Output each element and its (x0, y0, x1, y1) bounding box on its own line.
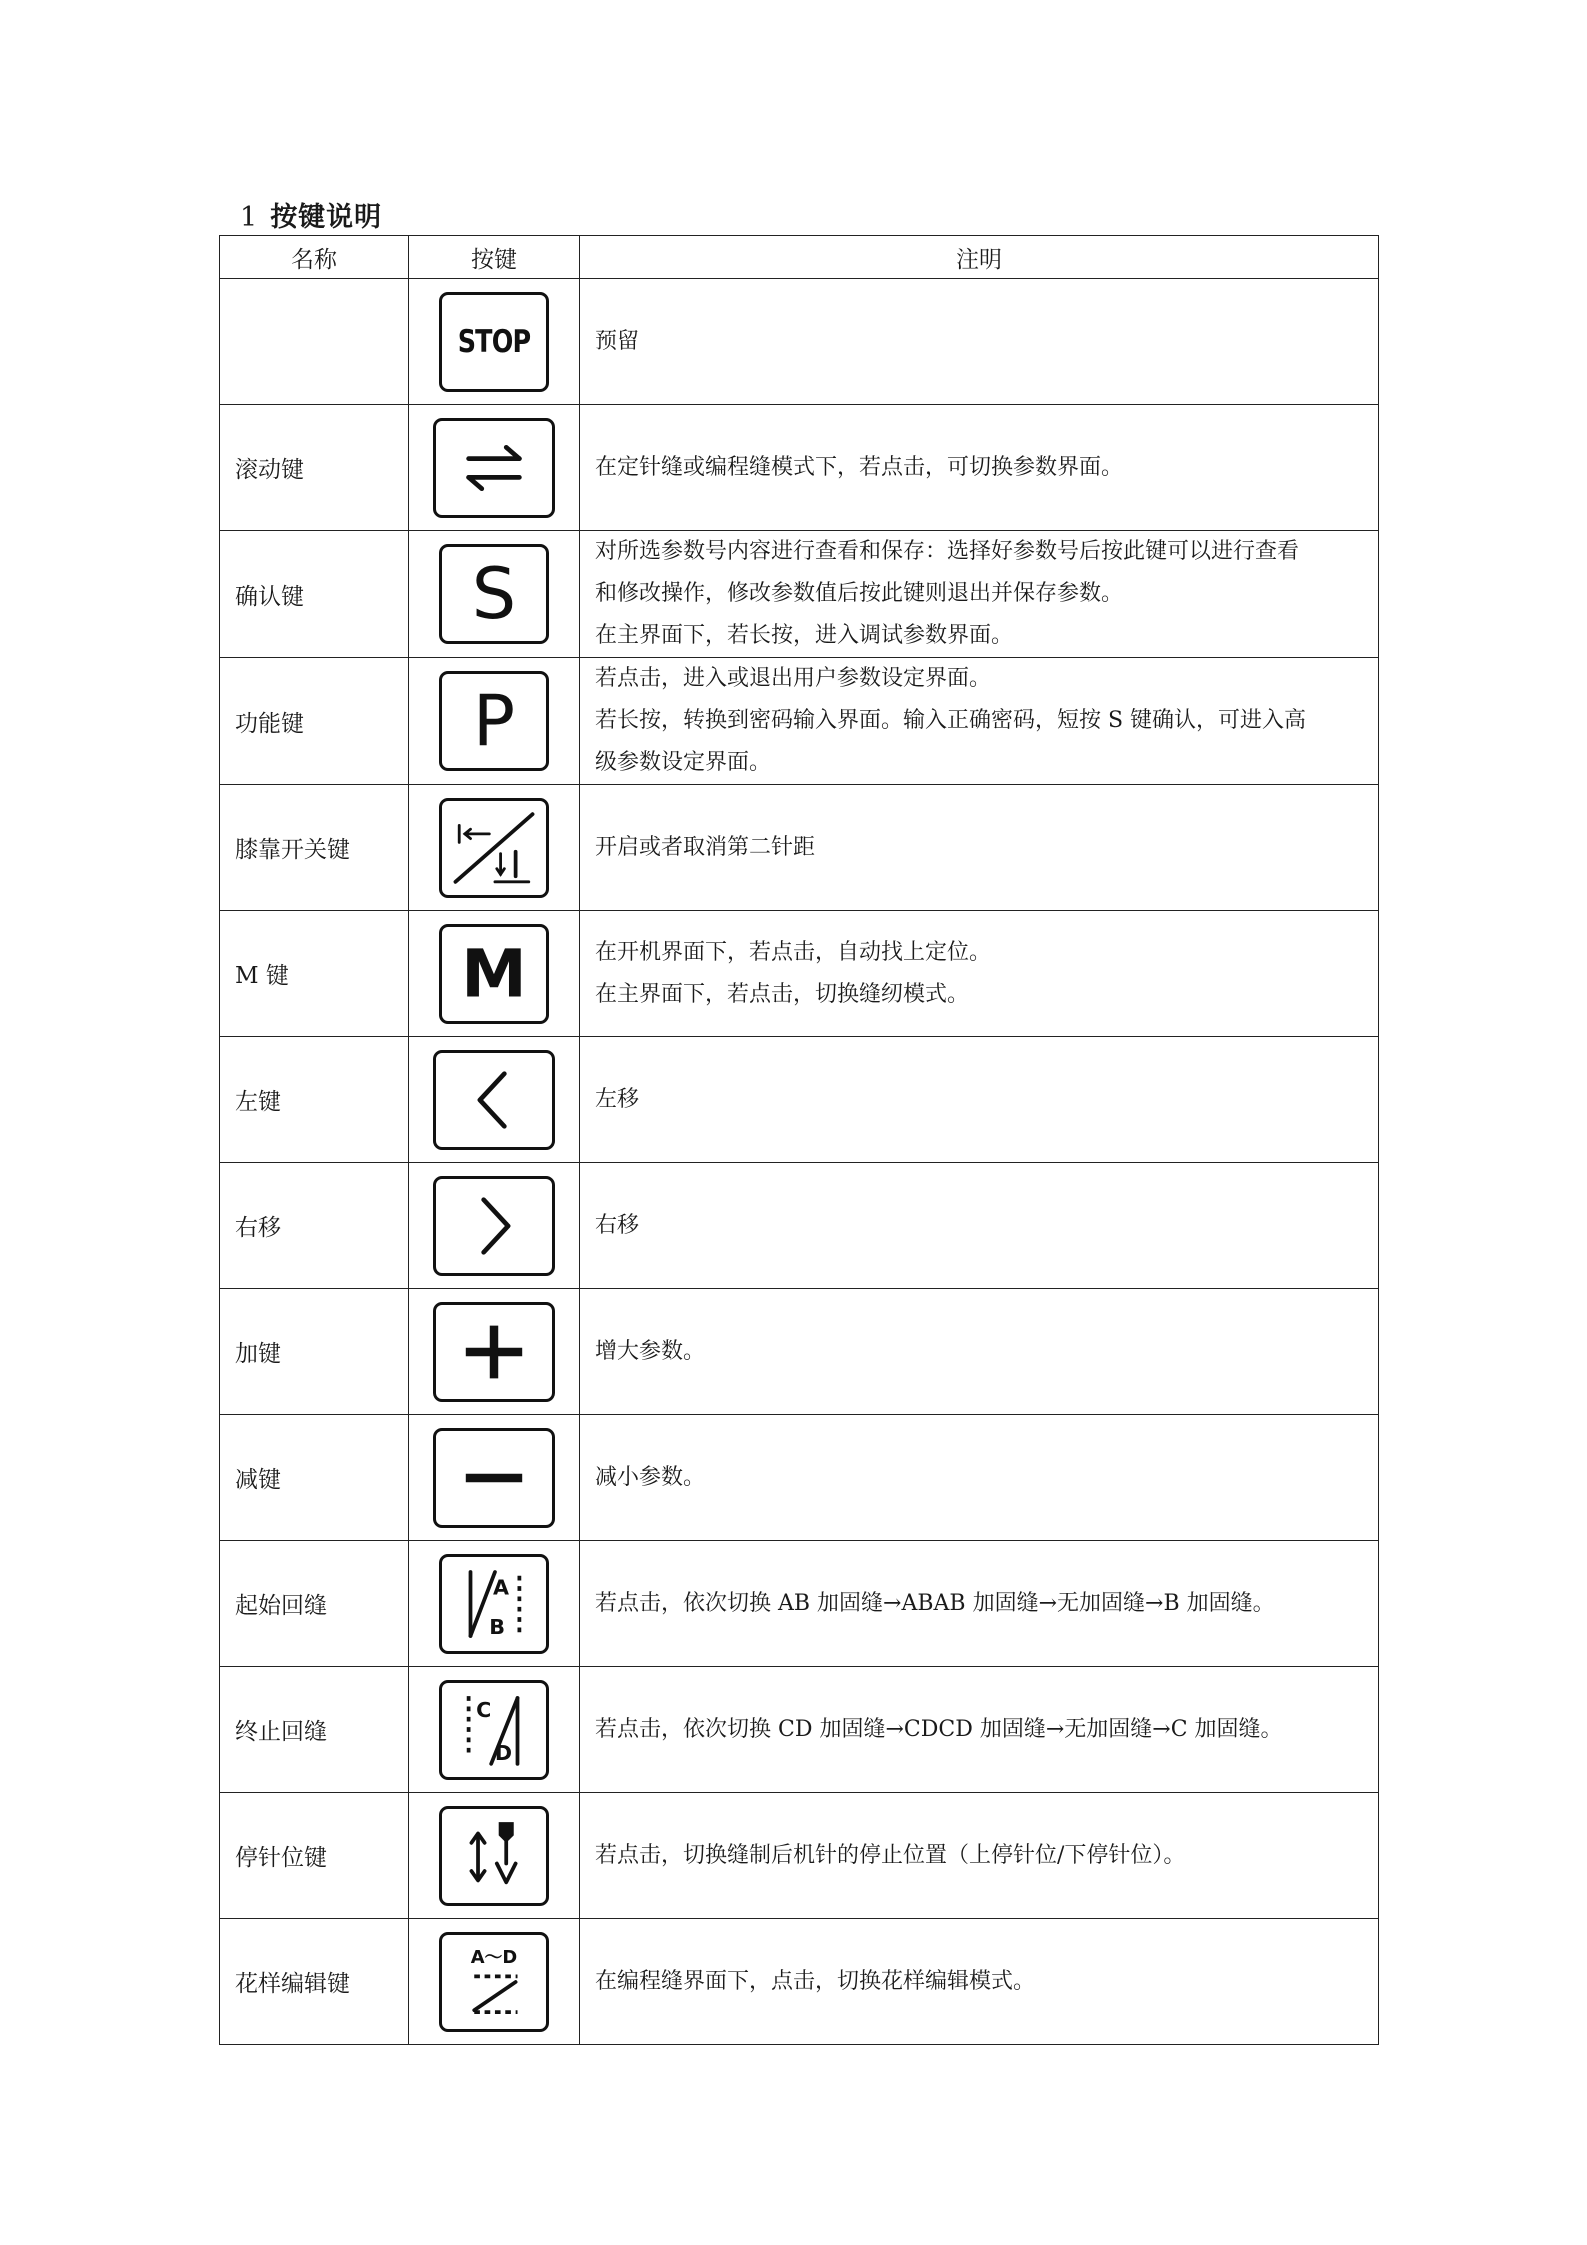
key-name: 花样编辑键 (220, 1919, 409, 2045)
stop-key-icon: STOP (439, 292, 549, 392)
table-row (220, 1163, 1379, 1289)
minus-icon (433, 1428, 555, 1528)
plus-icon (433, 1302, 555, 1402)
key-desc: 若点击，切换缝制后机针的停止位置（上停针位/下停针位）。 (580, 1793, 1379, 1919)
table-row (220, 1919, 1379, 2045)
key-name: 左键 (220, 1037, 409, 1163)
key-desc: 预留 (580, 279, 1379, 405)
key-name: M 键 (220, 911, 409, 1037)
key-name: 起始回缝 (220, 1541, 409, 1667)
key-desc: 右移 (580, 1163, 1379, 1289)
scroll-arrows-icon (433, 418, 555, 518)
table-row (220, 1667, 1379, 1793)
key-name: 确认键 (220, 531, 409, 658)
key-desc: 左移 (580, 1037, 1379, 1163)
table-row (220, 1541, 1379, 1667)
header-note: 注明 (580, 236, 1379, 279)
end-backtack-cd-icon (439, 1680, 549, 1780)
key-name: 终止回缝 (220, 1667, 409, 1793)
key-desc: 减小参数。 (580, 1415, 1379, 1541)
key-desc: 开启或者取消第二针距 (580, 785, 1379, 911)
table-row (220, 279, 1379, 405)
needle-stop-position-icon (439, 1806, 549, 1906)
key-desc: 若点击，进入或退出用户参数设定界面。 若长按，转换到密码输入界面。输入正确密码，短按 S 键确认，可进入高 级参数设定界面。 (580, 658, 1379, 785)
header-key: 按键 (409, 236, 580, 279)
header-name: 名称 (220, 236, 409, 279)
key-desc: 若点击，依次切换 AB 加固缝→ABAB 加固缝→无加固缝→B 加固缝。 (580, 1541, 1379, 1667)
svg-text:D: D (494, 1740, 513, 1765)
key-name: 右移 (220, 1163, 409, 1289)
p-key-icon: P (439, 671, 549, 771)
pattern-edit-icon (439, 1932, 549, 2032)
table-row (220, 1037, 1379, 1163)
start-backtack-ab-icon (439, 1554, 549, 1654)
section-title: 按键说明 (270, 202, 383, 233)
key-desc: 对所选参数号内容进行查看和保存：选择好参数号后按此键可以进行查看 和修改操作，修改参数值后按此键则退出并保存参数。 在主界面下，若长按，进入调试参数界面。 (580, 531, 1379, 658)
key-desc: 在开机界面下，若点击，自动找上定位。 在主界面下，若点击，切换缝纫模式。 (580, 911, 1379, 1037)
key-name: 膝靠开关键 (220, 785, 409, 911)
key-name: 减键 (220, 1415, 409, 1541)
table-row (220, 531, 1379, 658)
table-row (220, 1289, 1379, 1415)
key-name: 滚动键 (220, 405, 409, 531)
svg-text:A～D: A～D (470, 1946, 518, 1968)
key-desc: 在编程缝界面下，点击，切换花样编辑模式。 (580, 1919, 1379, 2045)
key-desc: 在定针缝或编程缝模式下，若点击，可切换参数界面。 (580, 405, 1379, 531)
m-key-icon: M (439, 924, 549, 1024)
table-row (220, 1793, 1379, 1919)
table-row (220, 405, 1379, 531)
table-row (220, 785, 1379, 911)
s-key-icon: S (439, 544, 549, 644)
key-name: 功能键 (220, 658, 409, 785)
table-header-row (220, 236, 1379, 279)
svg-text:B: B (489, 1614, 506, 1639)
section-number: 1 (240, 202, 259, 233)
table-row (220, 1415, 1379, 1541)
chevron-right-icon (433, 1176, 555, 1276)
key-name: 停针位键 (220, 1793, 409, 1919)
key-desc: 若点击，依次切换 CD 加固缝→CDCD 加固缝→无加固缝→C 加固缝。 (580, 1667, 1379, 1793)
svg-text:A: A (493, 1575, 510, 1600)
key-name (220, 279, 409, 405)
key-name: 加键 (220, 1289, 409, 1415)
table-row (220, 658, 1379, 785)
key-description-table (219, 235, 1379, 2045)
section-heading (240, 195, 382, 234)
key-desc: 增大参数。 (580, 1289, 1379, 1415)
knee-switch-icon (439, 798, 549, 898)
chevron-left-icon (433, 1050, 555, 1150)
table-row (220, 911, 1379, 1037)
svg-text:C: C (476, 1697, 492, 1722)
